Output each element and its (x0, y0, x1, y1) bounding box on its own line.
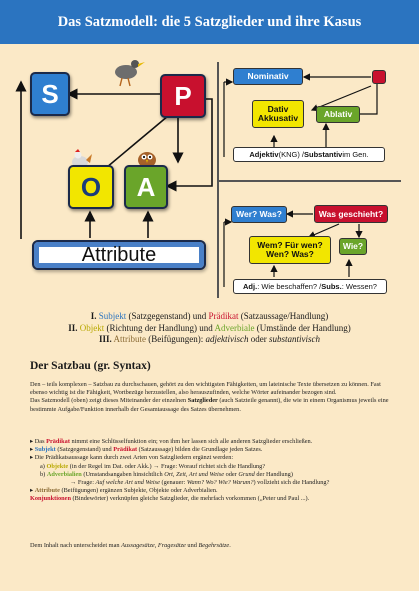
nominativ-box: Nominativ (233, 68, 303, 85)
wem-wen-box (249, 236, 331, 264)
b1-a: Das (34, 438, 47, 445)
wer-was-box: Wer? Was? (231, 206, 287, 223)
adj-question-label: Adj. (243, 281, 258, 291)
dativ-label: Dativ (267, 104, 289, 115)
b3b-ort-zeit: Ort, Zeit, Art und Weise (164, 470, 225, 478)
p2-a: Das Satzmodell (oben) zeigt dieses Miteinander der einzelnen (30, 397, 188, 405)
page-title: Das Satzmodell: die 5 Satzglieder und ihre Kasus (0, 0, 419, 44)
b5-konjunktionen: Konjunktionen (30, 495, 71, 503)
dativ-akkusativ-box (252, 100, 304, 128)
ablativ-box: Ablativ (316, 106, 360, 123)
legend-line-1 (0, 311, 419, 323)
b3c-b: Auf welche Art und Weise (95, 479, 160, 487)
legend-adjektivisch: adjektivisch (205, 334, 249, 344)
bullet-5 (30, 495, 392, 503)
b3c-a: → Frage: (70, 479, 96, 487)
pl-fragesaetze: Fragesätze (157, 542, 186, 549)
b5-b: (Bindewörter) verknüpfen gleiche Satzglieder, die mehrfach vorkommen („Peter und Paul ...). (70, 495, 310, 503)
p2-satzglieder: Satzglieder (187, 397, 218, 405)
p2-c: (auch Satzteile genannt), die wie in einem Organismus jeweils eine bestimmte Aufgabe/Funktion innerhalb der Gesamtaussage des Satzes übernehmen. (30, 397, 389, 413)
pl-e: und (185, 542, 199, 549)
b3b-adverbialien: Adverbialien (46, 470, 82, 478)
legend-objekt-desc: (Richtung der Handlung) und (104, 322, 215, 333)
legend-adverbiale-desc: (Umstände der Handlung) (254, 322, 351, 333)
pl-g: . (229, 542, 231, 549)
subs-question-rest: : Wessen? (341, 281, 377, 291)
legend-attribute: Attribute (113, 334, 147, 344)
b3-text: Die Prädikatsaussage kann durch zwei Arten von Satzgliedern ergänzt werden: (34, 454, 234, 462)
subs-question-label: Subs. (321, 281, 342, 291)
b1-praedikat: Prädikat (46, 438, 70, 445)
bullet-3: ▸ Die Prädikatsaussage kann durch zwei Arten von Satzgliedern ergänzt werden: (30, 454, 234, 462)
predicate-marker (372, 70, 386, 84)
bullet-3b (30, 471, 392, 479)
akkusativ-label: Akkusativ (257, 113, 299, 123)
bullet-4: ▸ Attribute (Beifügungen) ergänzen Subjekte, Objekte oder Adverbialien. (30, 487, 218, 495)
adjektiv-rest: (KNG) / (278, 149, 304, 159)
legend-praedikat-desc: (Satzaussage/Handlung) (238, 311, 329, 321)
pl-begehrsaetze: Begehrsätze (198, 542, 230, 549)
b3b-c: (Umstandsangaben hinsichtlich (81, 470, 165, 478)
b3b-grund: Grund (238, 470, 255, 478)
paragraph-2 (30, 397, 392, 413)
wie-box: Wie? (339, 238, 367, 255)
pl-a: Dem Inhalt nach unterscheidet man (30, 542, 122, 549)
section-title: Der Satzbau (gr. Syntax) (30, 360, 151, 372)
b4-b: (Beifügungen) ergänzen Subjekte, Objekte oder Adverbialien. (59, 487, 218, 495)
legend-num-3: III. (99, 334, 112, 344)
wem-line2: Wen? Was? (266, 249, 314, 259)
bullet-3a (30, 463, 392, 471)
b3a-objekte: Objekte (46, 462, 69, 470)
closing-line (30, 542, 392, 550)
b3b-oder: oder (224, 470, 239, 478)
bullet-3c (30, 479, 392, 487)
predicate-box: P (160, 74, 206, 118)
was-geschieht-box: Was geschieht? (314, 205, 388, 223)
b4-attribute: Attribute (34, 487, 60, 495)
b2-b: (Satzgegenstand) und (55, 446, 114, 454)
attribute-box: Attribute (32, 240, 206, 270)
legend-line-2 (0, 323, 419, 335)
paragraph-1: Den – teils komplexen – Satzbau zu durchschauen, gehört zu den wichtigsten Fähigkeiten, um lateinische Texte übersetzen zu können. Fast ebenso wichtig ist die Fähigkeit, Wortbezüge herzustellen, also herauszufinden, welche Wörter aufeinander bezogen sind. (30, 381, 381, 397)
adverbial-box: A (124, 165, 168, 209)
b3a-c: (in der Regel im Dat. oder Akk.) → Frage: Worauf richtet sich die Handlung? (68, 462, 266, 470)
adjektiv-label: Adjektiv (249, 149, 279, 159)
legend-subjekt: Subjekt (98, 311, 127, 321)
b2-d: (Satzaussage) bilden die Grundlage jeden Satzes. (137, 446, 263, 454)
substantiv-label: Substantiv (304, 149, 343, 159)
legend-attribute-desc: (Beifügungen): (146, 334, 206, 344)
b3c-c: (genauer: (159, 479, 187, 487)
substantiv-rest: im Gen. (342, 149, 369, 159)
legend-subjekt-desc: (Satzgegenstand) und (126, 311, 209, 321)
subject-box: S (30, 72, 70, 116)
legend-substantivisch: substantivisch (269, 334, 320, 344)
bullet-1: ▸ Das Prädikat nimmt eine Schlüsselfunktion ein; von ihm her lassen sich alle anderen Satzglieder erschließen. (30, 438, 313, 445)
legend-oder: oder (248, 334, 269, 344)
adj-question-rest: : Wie beschaffen? / (257, 281, 322, 291)
legend-num-1: I. (90, 311, 97, 321)
legend-num-2: II. (68, 322, 78, 333)
b3c-e: ) vollzieht sich die Handlung? (253, 479, 330, 487)
pl-aussagesaetze: Aussagesätze (121, 542, 155, 549)
legend-adverbiale: Adverbiale (214, 322, 255, 333)
legend-praedikat: Prädikat (208, 311, 239, 321)
adj-subs-question-box (233, 279, 387, 294)
b3b-g: der Handlung) (254, 470, 293, 478)
bullet-list (30, 438, 392, 504)
b2-praedikat: Prädikat (113, 446, 138, 454)
b1-c: nimmt eine Schlüsselfunktion ein; von ihm her lassen sich alle anderen Satzglieder erschließen. (69, 438, 313, 445)
b3b-pre: b) (40, 470, 47, 478)
bird-icon (115, 60, 145, 86)
b3a-pre: a) (40, 462, 47, 470)
b2-subjekt: Subjekt (34, 446, 56, 454)
legend-objekt: Objekt (79, 322, 105, 333)
b3c-d: Wann? Wo? Wie? Warum? (186, 479, 254, 487)
object-box: O (68, 165, 114, 209)
closing-paragraph (30, 542, 392, 550)
intro-paragraph (30, 381, 392, 414)
bullet-2: ▸ Subjekt (Satzgegenstand) und Prädikat (Satzaussage) bilden die Grundlage jeden Satzes. (30, 446, 263, 454)
legend-line-3 (0, 334, 419, 346)
adjektiv-substantiv-box (233, 147, 385, 162)
wem-line1: Wem? Für wen? (257, 240, 323, 251)
pl-c: , (154, 542, 158, 549)
